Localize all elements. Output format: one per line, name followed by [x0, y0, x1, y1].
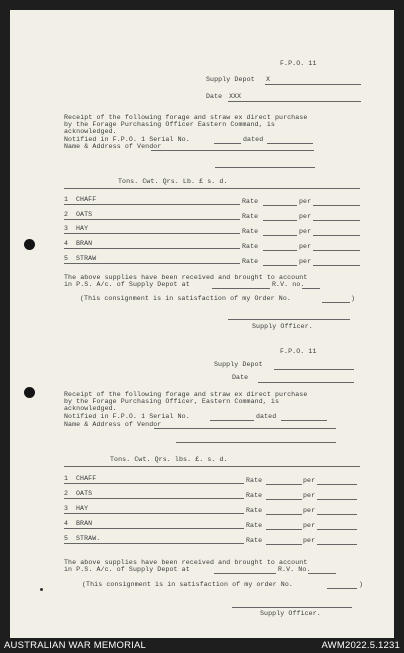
date-value: XXX — [229, 93, 242, 100]
supply-depot-label: Supply Depot — [214, 361, 263, 368]
punch-hole — [24, 387, 35, 398]
item-name: OATS — [76, 211, 93, 218]
item-number: 2 — [64, 211, 69, 218]
item-number: 5 — [64, 535, 69, 542]
dated-label: dated — [256, 413, 277, 420]
officer-signature-label: Supply Officer. — [252, 323, 313, 330]
per-label: per — [303, 492, 316, 499]
notified-label: Notified in F.P.O. 1 Serial No. — [64, 136, 190, 143]
consignment-note: (This consignment is in satisfaction of my order No. — [82, 581, 293, 588]
vendor-label: Name & Address of Vendor — [64, 421, 162, 428]
item-name: HAY — [76, 225, 89, 232]
item-number: 4 — [64, 240, 69, 247]
item-name: OATS — [76, 490, 93, 497]
per-label: per — [299, 228, 312, 235]
intro-line-2: by the Forage Purchasing Officer, Eastern Command, is — [64, 398, 280, 405]
officer-signature-label: Supply Officer. — [260, 610, 321, 617]
column-headers: Tons. Cwt. Qrs. lbs. £. s. d. — [110, 456, 228, 463]
item-number: 4 — [64, 520, 69, 527]
per-label: per — [299, 243, 312, 250]
close-paren: ) — [359, 581, 364, 588]
item-name: HAY — [76, 505, 89, 512]
item-name: STRAW. — [76, 535, 101, 542]
item-name: STRAW — [76, 255, 97, 262]
per-label: per — [299, 258, 312, 265]
rate-label: Rate — [242, 198, 259, 205]
per-label: per — [303, 507, 316, 514]
form-code: F.P.O. 11 — [280, 348, 317, 355]
ink-mark — [40, 588, 43, 591]
rate-label: Rate — [242, 258, 259, 265]
item-name: CHAFF — [76, 475, 97, 482]
per-label: per — [299, 198, 312, 205]
rate-label: Rate — [246, 477, 263, 484]
form-code: F.P.O. 11 — [280, 60, 317, 67]
rate-label: Rate — [242, 243, 259, 250]
dated-label: dated — [243, 136, 264, 143]
rv-label: R.V. No. — [278, 566, 311, 573]
item-number: 1 — [64, 475, 69, 482]
consignment-note: (This consignment is in satisfaction of my Order No. — [80, 295, 291, 302]
column-headers: Tons. Cwt. Qrs. Lb. £ s. d. — [118, 178, 228, 185]
supply-depot-label: Supply Depot — [206, 76, 255, 83]
item-name: CHAFF — [76, 196, 97, 203]
rate-label: Rate — [242, 213, 259, 220]
item-number: 5 — [64, 255, 69, 262]
rate-label: Rate — [242, 228, 259, 235]
intro-line-3: acknowledged. — [64, 128, 117, 135]
rate-label: Rate — [246, 507, 263, 514]
rate-label: Rate — [246, 537, 263, 544]
item-number: 3 — [64, 225, 69, 232]
above-supplies-line-1: The above supplies have been received and brought to account — [64, 559, 308, 566]
intro-line-1: Receipt of the following forage and straw ex direct purchase — [64, 114, 308, 121]
archive-footer — [0, 638, 404, 653]
institution-credit: AUSTRALIAN WAR MEMORIAL — [4, 640, 147, 651]
rate-label: Rate — [246, 492, 263, 499]
per-label: per — [299, 213, 312, 220]
supply-depot-value: X — [266, 76, 271, 83]
intro-line-1: Receipt of the following forage and straw ex direct purchase — [64, 391, 308, 398]
per-label: per — [303, 477, 316, 484]
above-supplies-line-1: The above supplies have been received and brought to account — [64, 274, 308, 281]
date-label: Date — [232, 374, 249, 381]
item-name: BRAN — [76, 520, 93, 527]
intro-line-3: acknowledged. — [64, 405, 117, 412]
per-label: per — [303, 522, 316, 529]
punch-hole — [24, 239, 35, 250]
notified-label: Notified in F.P.O. 1 Serial No. — [64, 413, 190, 420]
item-name: BRAN — [76, 240, 93, 247]
rv-label: R.V. no. — [272, 281, 305, 288]
document-page — [10, 10, 394, 638]
rate-label: Rate — [246, 522, 263, 529]
above-supplies-line-2: in P.S. A/c. of Supply Depot at — [64, 281, 190, 288]
above-supplies-line-2: in P.S. A/c. of Supply Depot at — [64, 566, 190, 573]
close-paren: ) — [351, 295, 356, 302]
accession-number: AWM2022.5.1231 — [321, 640, 400, 651]
date-label: Date — [206, 93, 223, 100]
intro-line-2: by the Forage Purchasing Officer Eastern Command, is — [64, 121, 275, 128]
vendor-label: Name & Address of Vendor — [64, 143, 162, 150]
per-label: per — [303, 537, 316, 544]
item-number: 2 — [64, 490, 69, 497]
item-number: 1 — [64, 196, 69, 203]
item-number: 3 — [64, 505, 69, 512]
